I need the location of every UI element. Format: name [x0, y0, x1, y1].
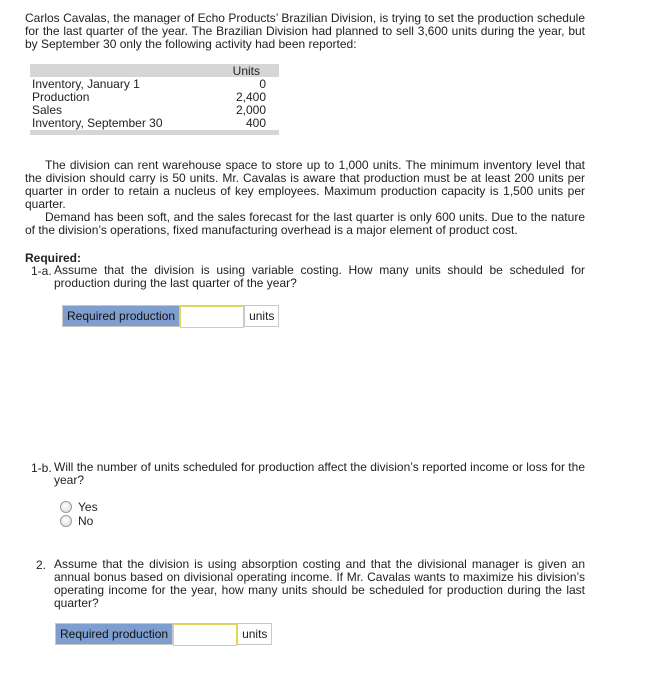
activity-table [30, 64, 279, 135]
demand-paragraph: Demand has been soft, and the sales forecast for the last quarter is only 600 units. Due to the nature of the division’s operations, fixed manufacturing overhead is a major element of product cost. [25, 210, 585, 237]
question-1a-text: Assume that the division is using variable costing. How many units should be scheduled for production during the last quarter of the year? [54, 263, 585, 290]
row-label: Sales [32, 103, 63, 117]
required-heading: Required: [25, 251, 82, 265]
no-label[interactable]: No [78, 514, 94, 528]
row-value: 400 [245, 116, 266, 130]
answer-row-2 [55, 623, 272, 645]
table-row [30, 90, 279, 103]
no-radio[interactable] [60, 514, 93, 528]
units-label: units [237, 624, 271, 644]
table-footer-bar [30, 130, 279, 135]
warehouse-paragraph: The division can rent warehouse space to store up to 1,000 units. The minimum inventory level that the division should carry is 50 units. Mr. Cavalas is aware that production must be at least 200 units per quarter in order to retain a nucleus of key employees. Maximum production capacity is 1,500 units per quarter. [25, 158, 585, 211]
question-2-number: 2. [36, 558, 47, 572]
required-production-input[interactable] [173, 624, 237, 646]
question-2-text: Assume that the division is using absorption costing and that the divisional manager is given an annual bonus based on divisional operating income. If Mr. Cavalas wants to maximize his division’s operating income for the year, how many units should be scheduled for production during the last quarter? [54, 557, 585, 610]
question-1b-text: Will the number of units scheduled for production affect the division’s reported income or loss for the year? [54, 460, 585, 487]
table-row [30, 116, 279, 129]
row-value: 2,000 [235, 103, 266, 117]
intro-paragraph: Carlos Cavalas, the manager of Echo Products’ Brazilian Division, is trying to set the production schedule for the last quarter of the year. The Brazilian Division had planned to sell 3,600 units during the year, but by September 30 only the following activity had been reported: [25, 11, 585, 51]
row-label: Production [32, 90, 90, 104]
radio-circle-icon[interactable] [60, 515, 72, 527]
answer-row-1a [62, 305, 279, 327]
radio-circle-icon[interactable] [60, 501, 72, 513]
units-label: units [244, 306, 278, 326]
question-1b-number: 1-b. [31, 461, 52, 475]
table-row [30, 77, 279, 90]
problem-details [25, 159, 585, 237]
row-value: 0 [259, 77, 266, 91]
required-production-label: Required production [56, 624, 173, 644]
row-label: Inventory, September 30 [32, 116, 163, 130]
required-production-input[interactable] [180, 306, 244, 328]
question-1a-number: 1-a. [31, 264, 52, 278]
required-production-label: Required production [63, 306, 180, 326]
table-header [30, 64, 279, 77]
table-row [30, 103, 279, 116]
units-header: Units [232, 64, 260, 78]
row-value: 2,400 [235, 90, 266, 104]
yes-label[interactable]: Yes [78, 500, 98, 514]
yes-radio[interactable] [60, 500, 98, 514]
row-label: Inventory, January 1 [32, 77, 140, 91]
